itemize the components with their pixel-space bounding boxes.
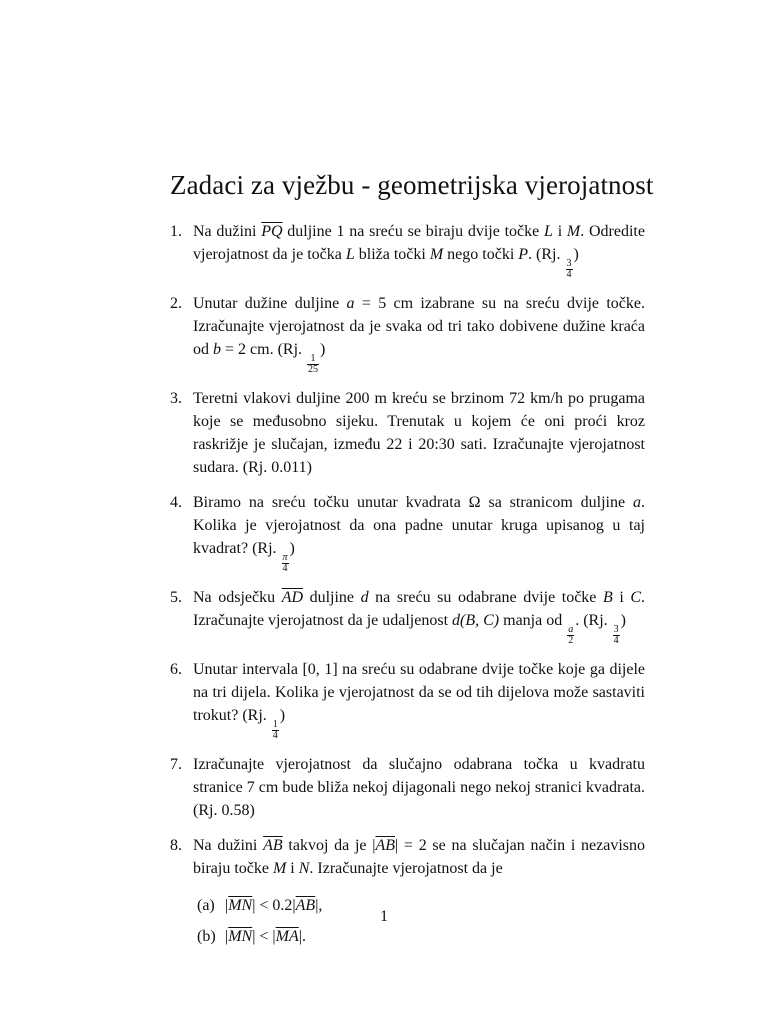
segment-ab: $\overline{AB}$	[263, 837, 283, 854]
denominator: 4	[282, 563, 288, 574]
math-var: B	[602, 589, 613, 606]
segment-ma: $\overline{MA}$	[275, 928, 299, 945]
numerator: 1	[307, 354, 319, 365]
text: )	[279, 707, 286, 724]
subproblem-label: (b)	[197, 928, 216, 945]
fraction	[272, 720, 279, 741]
problem-list	[170, 220, 645, 960]
math-var: L	[345, 246, 355, 263]
text: |,	[315, 897, 323, 914]
text: bliža točki	[354, 246, 430, 263]
numerator: 3	[566, 258, 572, 269]
math-var: a	[346, 295, 355, 312]
text: Unutar dužine duljine	[193, 295, 347, 312]
math-var: b	[213, 341, 221, 358]
math-var: M	[272, 860, 287, 877]
fraction	[567, 625, 574, 646]
text: )	[620, 612, 626, 629]
problem-number: 1.	[170, 223, 182, 240]
text: i	[286, 860, 299, 877]
subproblem-label: (a)	[197, 897, 215, 914]
problem-number: 4.	[170, 494, 182, 511]
segment-ad: $\overline{AD}$	[281, 589, 304, 606]
text: Teretni vlakovi duljine 200 m kreću se brzinom 72 km/h po prugama koje se međusobno sijeku. Trenutak u kojem će oni proći kroz raskrižje je slučajan, između 22 i 20:30 sati. Izračunajte vjerojatnost sudara. (Rj. 0.011)	[193, 390, 645, 476]
segment-mn: $\overline{MN}$	[228, 897, 253, 914]
problem-number: 3.	[170, 390, 182, 407]
math-var: M	[566, 223, 581, 240]
math-var: P	[518, 246, 529, 263]
text: )	[320, 341, 326, 358]
problem-7	[170, 753, 645, 822]
segment-ab: $\overline{AB}$	[295, 897, 316, 914]
text: duljine 1 na sreću se biraju dvije točke	[282, 223, 545, 240]
text: duljine	[303, 589, 361, 606]
denominator: 2	[568, 635, 574, 646]
text: )	[289, 540, 295, 557]
numerator: 3	[613, 624, 619, 635]
problem-number: 8.	[170, 837, 182, 854]
text: = 5 cm izabrane su na sreću dvije točke. Izračunajte vjerojatnost da je svaka od tri tako dobivene dužine kraća od	[193, 295, 645, 358]
text: = 2 cm. (Rj.	[221, 341, 307, 358]
text: . Izračunajte vjerojatnost da je udaljenost	[193, 589, 646, 629]
text: nego točki	[443, 246, 519, 263]
text: . (Rj.	[575, 612, 612, 629]
problem-5	[170, 586, 645, 646]
numerator: π	[282, 552, 288, 563]
text: . Izračunajte vjerojatnost da je	[309, 860, 503, 877]
math-var: a	[633, 494, 641, 511]
text: | < 0.2|	[252, 897, 296, 914]
problem-number: 6.	[170, 661, 182, 678]
math-var: d	[360, 589, 369, 606]
problem-number: 7.	[170, 756, 182, 773]
fraction	[566, 259, 573, 280]
subproblem-b	[197, 925, 645, 948]
text: Na dužini	[193, 837, 264, 854]
text: i	[552, 223, 567, 240]
text: . Odredite vjerojatnost da je točka	[193, 223, 645, 263]
problem-number: 5.	[170, 589, 182, 606]
text: Unutar intervala [0, 1] na sreću su odabrane dvije točke koje ga dijele na tri dijela. Kolika je vjerojatnost da se od tih dijelova može sastaviti trokut? (Rj.	[193, 661, 645, 724]
math-var: C	[630, 589, 642, 606]
text: | = 2 se na slučajan način i nezavisno biraju točke	[193, 837, 646, 877]
fraction	[307, 354, 319, 375]
problem-3	[170, 387, 645, 479]
denominator: 4	[272, 730, 278, 741]
math-var: M	[429, 246, 444, 263]
segment-ab: $\overline{AB}$	[375, 837, 395, 854]
text: |	[225, 897, 229, 914]
text: takvoj da je |	[282, 837, 376, 854]
page-number: 1	[380, 908, 388, 925]
text: Biramo na sreću točku unutar kvadrata Ω sa stranicom duljine	[193, 494, 633, 511]
text: )	[573, 246, 579, 263]
math-var: L	[544, 223, 553, 240]
problem-6	[170, 658, 645, 741]
page-title: Zadaci za vježbu - geometrijska vjerojatnost	[170, 170, 654, 200]
problem-2	[170, 292, 645, 375]
math-expression: d(B, C)	[452, 612, 500, 629]
text: |.	[298, 928, 306, 945]
problem-4	[170, 491, 645, 574]
fraction	[613, 625, 620, 646]
fraction	[282, 553, 289, 574]
text: Na dužini	[193, 223, 262, 240]
problem-number: 2.	[170, 295, 182, 312]
segment-mn: $\overline{MN}$	[228, 928, 253, 945]
denominator: 4	[613, 635, 619, 646]
text: na sreću su odabrane dvije točke	[368, 589, 603, 606]
text: i	[612, 589, 631, 606]
problem-8	[170, 834, 645, 948]
problem-1	[170, 220, 645, 280]
text: Izračunajte vjerojatnost da slučajno odabrana točka u kvadratu stranice 7 cm bude bliža nekoj dijagonali nego nekoj stranici kvadrata. (Rj. 0.58)	[193, 756, 645, 819]
denominator: 4	[566, 269, 572, 280]
text: . (Rj.	[528, 246, 565, 263]
numerator: 1	[272, 719, 278, 730]
text: Na odsječku	[193, 589, 282, 606]
segment-pq: $\overline{PQ}$	[261, 223, 283, 240]
text: |	[225, 928, 229, 945]
numerator: a	[568, 624, 574, 635]
text: . Kolika je vjerojatnost da ona padne unutar kruga upisanog u taj kvadrat? (Rj.	[193, 494, 645, 557]
text: manja od	[499, 612, 567, 629]
denominator: 25	[308, 364, 319, 375]
text: | < |	[252, 928, 276, 945]
math-var: N	[298, 860, 310, 877]
